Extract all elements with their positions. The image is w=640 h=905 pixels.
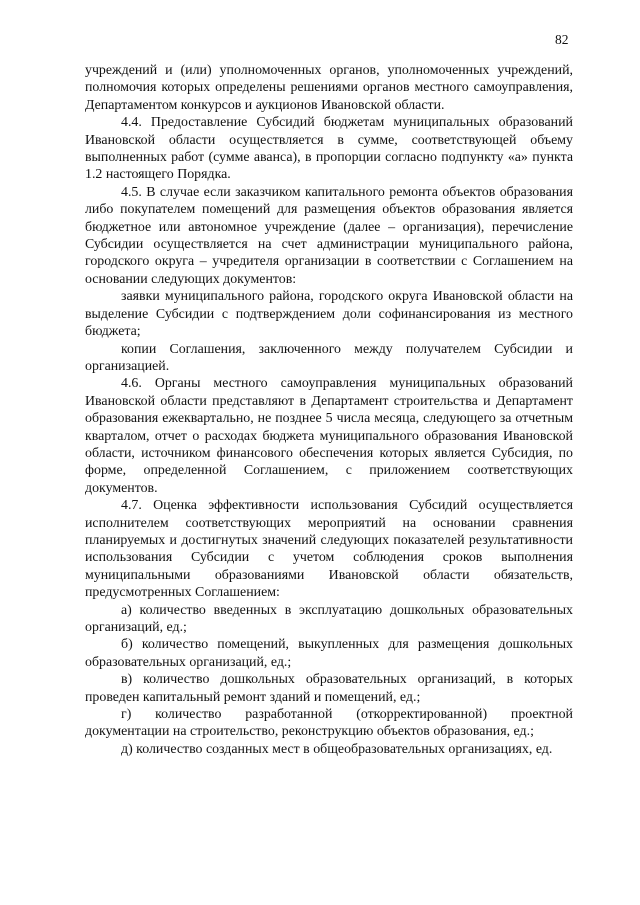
- paragraph-4-7: 4.7. Оценка эффективности использования Субсидий осуществляется исполнителем соответствующих мероприятий на основании сравнения планируемых и достигнутых значений следующих показателей результативности использования Субсидии с учетом соблюдения сроков выполнения муниципальными образованиями Ивановской области обязательств, предусмотренных Соглашением:: [85, 498, 573, 601]
- paragraph-4-5: 4.5. В случае если заказчиком капитального ремонта объектов образования либо покупателем помещений для размещения объектов образования является бюджетное или автономное учреждение (далее – организация), перечисление Субсидии осуществляется на счет администрации муниципального района, городского округа – учредителя организации в соответствии с Соглашением на основании следующих документов:: [85, 184, 573, 287]
- list-item-v: в) количество дошкольных образовательных организаций, в которых проведен капитальный ремонт зданий и помещений, ед.;: [85, 672, 573, 705]
- paragraph-applications: заявки муниципального района, городского округа Ивановской области на выделение Субсидии с подтверждением доли софинансирования из местного бюджета;: [85, 289, 573, 340]
- paragraph-agreement-copies: копии Соглашения, заключенного между получателем Субсидии и организацией.: [85, 341, 573, 374]
- paragraph-4-6: 4.6. Органы местного самоуправления муниципальных образований Ивановской области представляют в Департамент строительства и Департамент образования ежеквартально, не позднее 5 числа месяца, следующего за отчетным кварталом, отчет о расходах бюджета муниципального образования Ивановской области, источником финансового обеспечения которых является Субсидия, по форме, определенной Соглашением, с приложением соответствующих документов.: [85, 376, 573, 496]
- list-item-a: а) количество введенных в эксплуатацию дошкольных образовательных организаций, ед.;: [85, 602, 573, 635]
- list-item-b: б) количество помещений, выкупленных для размещения дошкольных образовательных организаций, ед.;: [85, 637, 573, 670]
- list-item-d: д) количество созданных мест в общеобразовательных организациях, ед.: [121, 741, 553, 757]
- document-body: [85, 62, 573, 758]
- list-item-g: г) количество разработанной (откорректированной) проектной документации на строительство, реконструкцию объектов образования, ед.;: [85, 707, 573, 740]
- paragraph-continuation: учреждений и (или) уполномоченных органов, уполномоченных учреждений, полномочия которых определены решениями органов местного самоуправления, Департаментом конкурсов и аукционов Ивановской области.: [85, 63, 573, 113]
- page-number: 82: [555, 32, 569, 47]
- paragraph-4-4: 4.4. Предоставление Субсидий бюджетам муниципальных образований Ивановской области осуществляется в сумме, соответствующей объему выполненных работ (сумме аванса), в пропорции согласно подпункту «а» пункта 1.2 настоящего Порядка.: [85, 115, 573, 183]
